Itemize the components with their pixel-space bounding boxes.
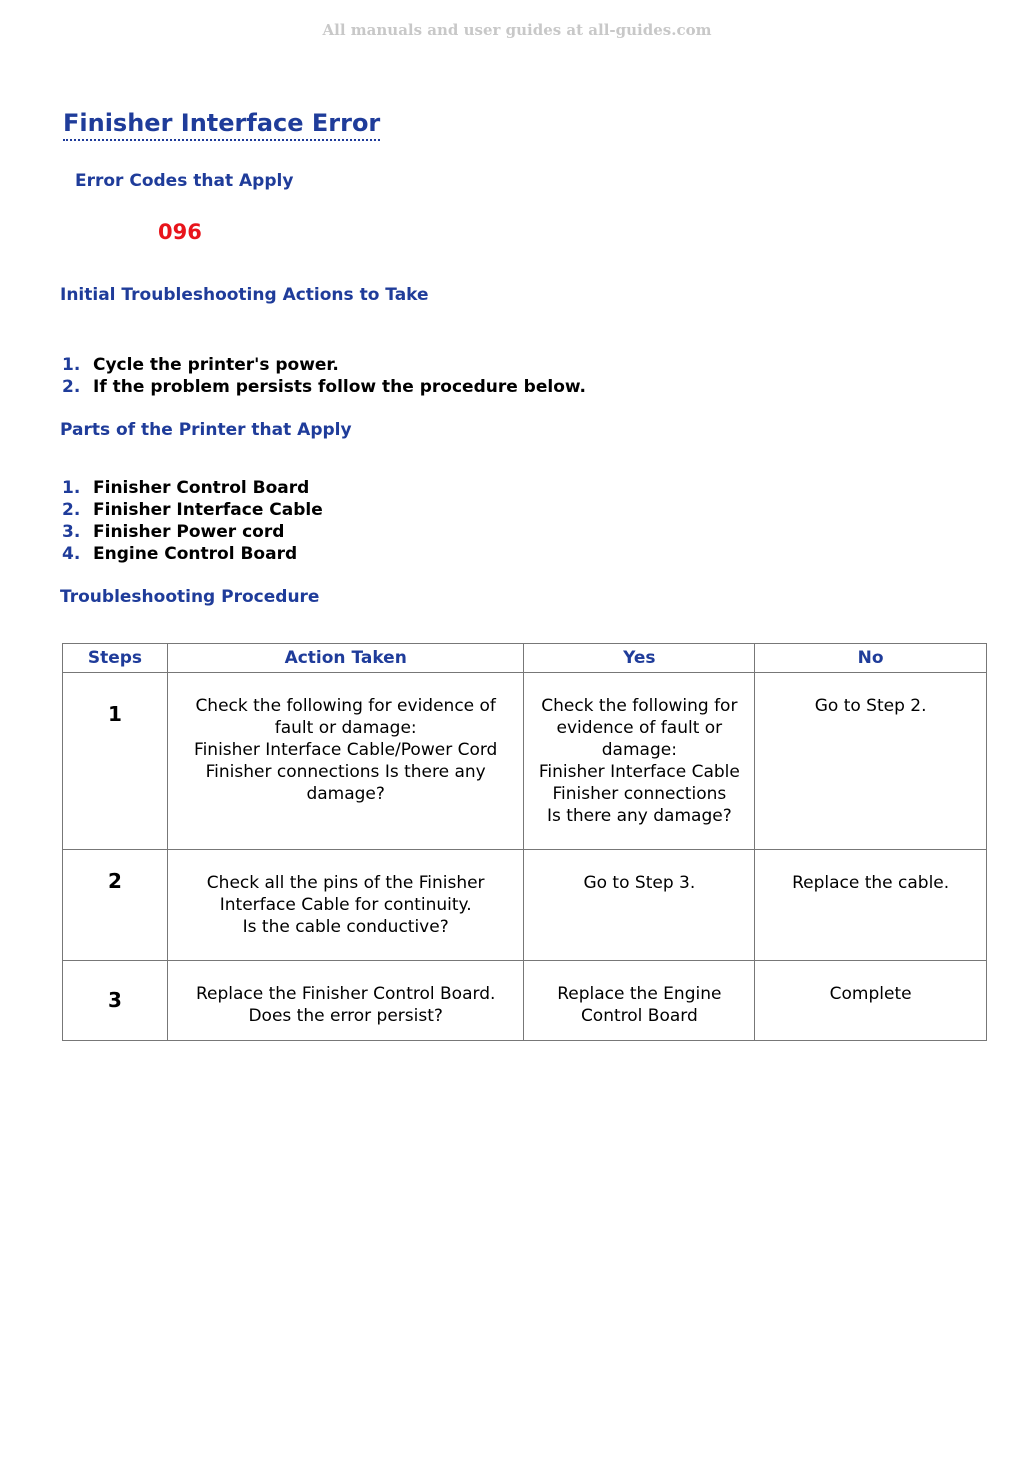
list-item [62, 354, 586, 376]
list-item-text: Finisher Interface Cable [93, 500, 323, 520]
cell-line: fault or damage: [274, 718, 417, 738]
list-item [62, 477, 323, 499]
watermark: All manuals and user guides at all-guides.com [322, 21, 712, 39]
action-cell [167, 961, 524, 1041]
yes-cell [524, 961, 755, 1041]
table-header-row [63, 644, 987, 673]
cell-line: Check the following for evidence of [195, 696, 496, 716]
no-cell [755, 850, 987, 961]
cell-line: Does the error persist? [248, 1006, 443, 1026]
cell-line: Check the following for [541, 696, 738, 716]
list-item-text: Finisher Control Board [93, 478, 310, 498]
list-item-number: 1. [62, 355, 81, 375]
cell-line: Is there any damage? [546, 806, 732, 826]
cell-line: Is the cable conductive? [242, 917, 449, 937]
list-item-text: Cycle the printer's power. [93, 355, 339, 375]
table-row [63, 673, 987, 850]
list-item-text: Engine Control Board [93, 544, 298, 564]
list-item-number: 3. [62, 522, 81, 542]
cell-line: Go to Step 3. [583, 873, 696, 893]
column-header-yes: Yes [524, 644, 755, 673]
no-cell [755, 961, 987, 1041]
step-number: 2 [63, 850, 168, 961]
list-item-number: 1. [62, 478, 81, 498]
cell-line: Replace the cable. [792, 873, 950, 893]
no-cell [755, 673, 987, 850]
page-title: Finisher Interface Error [63, 108, 380, 141]
cell-line: Check all the pins of the Finisher [206, 873, 485, 893]
error-code: 096 [158, 220, 202, 244]
procedure-table [62, 643, 987, 1041]
cell-line: Finisher Interface Cable/Power Cord [194, 740, 498, 760]
cell-line: damage? [306, 784, 385, 804]
yes-cell [524, 850, 755, 961]
list-item-text: If the problem persists follow the procedure below. [93, 377, 586, 397]
table-row [63, 961, 987, 1041]
list-item [62, 521, 323, 543]
initial-actions-list [62, 354, 586, 398]
list-item-text: Finisher Power cord [93, 522, 285, 542]
list-item [62, 499, 323, 521]
parts-heading: Parts of the Printer that Apply [60, 420, 352, 440]
cell-line: damage: [601, 740, 677, 760]
error-codes-heading: Error Codes that Apply [75, 171, 294, 191]
action-cell [167, 673, 524, 850]
list-item [62, 543, 323, 565]
list-item [62, 376, 586, 398]
cell-line: evidence of fault or [556, 718, 723, 738]
cell-line: Replace the Engine [557, 984, 722, 1004]
cell-line: Finisher Interface Cable [538, 762, 740, 782]
list-item-number: 4. [62, 544, 81, 564]
cell-line: Control Board [580, 1006, 698, 1026]
cell-line: Go to Step 2. [814, 696, 927, 716]
list-item-number: 2. [62, 500, 81, 520]
yes-cell [524, 673, 755, 850]
cell-line: Complete [829, 984, 912, 1004]
column-header-steps: Steps [63, 644, 168, 673]
column-header-no: No [755, 644, 987, 673]
step-number: 3 [63, 961, 168, 1041]
procedure-heading: Troubleshooting Procedure [60, 587, 320, 607]
action-cell [167, 850, 524, 961]
column-header-action: Action Taken [167, 644, 524, 673]
list-item-number: 2. [62, 377, 81, 397]
table-row [63, 850, 987, 961]
cell-line: Finisher connections Is there any [205, 762, 486, 782]
step-number: 1 [63, 673, 168, 850]
initial-actions-heading: Initial Troubleshooting Actions to Take [60, 285, 429, 305]
cell-line: Interface Cable for continuity. [219, 895, 472, 915]
cell-line: Replace the Finisher Control Board. [195, 984, 496, 1004]
cell-line: Finisher connections [552, 784, 727, 804]
parts-list [62, 477, 323, 565]
